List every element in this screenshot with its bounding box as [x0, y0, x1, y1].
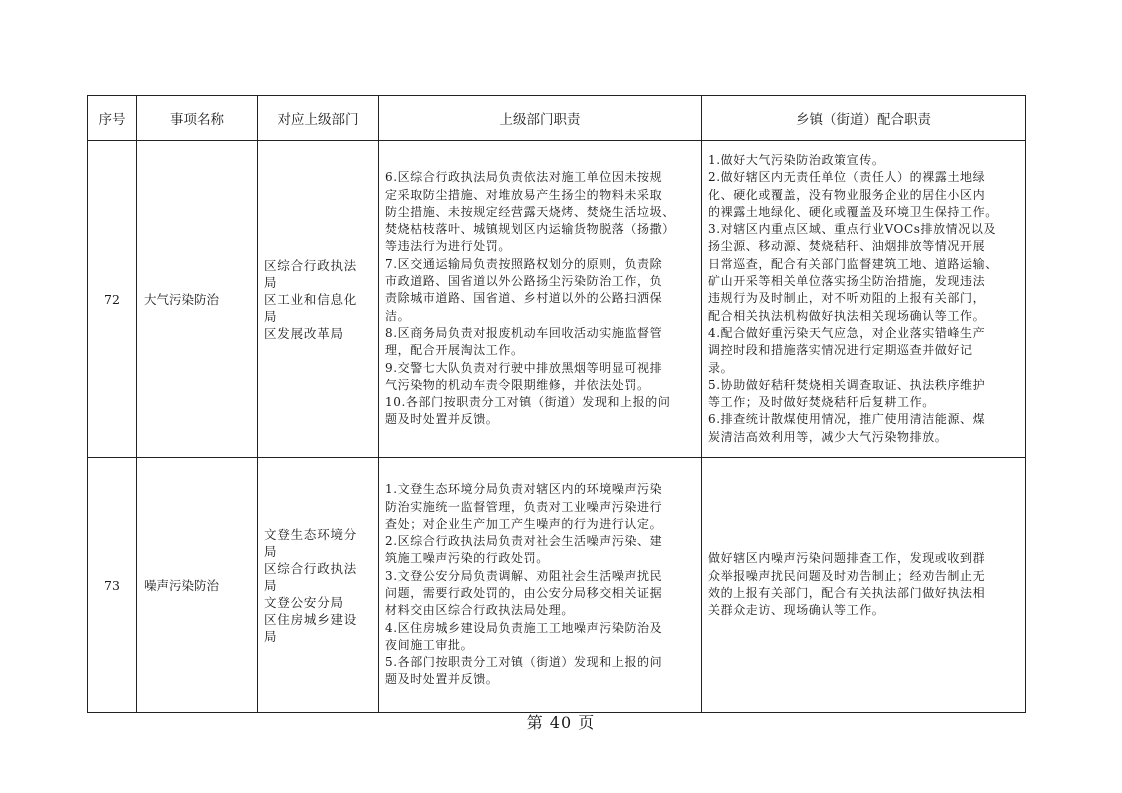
text-line: 局 [264, 628, 278, 644]
text-line: 区住房城乡建设 [264, 611, 358, 627]
text-line: 违规行为及时制止，对不听劝阻的上报有关部门， [708, 291, 986, 306]
text-line: 2.区综合行政执法局负责对社会生活噪声污染、建 [385, 534, 663, 549]
text-line: 局 [264, 308, 278, 324]
table-row [88, 458, 1026, 713]
text-line: 炭清洁高效利用等，减少大气污染物排放。 [708, 429, 948, 444]
text-line: 市政道路、国省道以外公路扬尘污染防治工作，负 [385, 274, 663, 289]
text-line: 理，配合开展淘汰工作。 [385, 343, 524, 358]
text-line: 9.交警七大队负责对行驶中排放黑烟等明显可视排 [385, 360, 663, 375]
text-line: 6.排查统计散煤使用情况，推广使用清洁能源、煤 [708, 412, 986, 427]
text-line: 文登公安分局 [264, 594, 344, 610]
text-line: 众举报噪声扰民问题及时劝告制止；经劝告制止无 [708, 568, 986, 583]
text-line: 防尘措施、未按规定经营露天烧烤、焚烧生活垃圾、 [385, 204, 675, 219]
text-line: 7.区交通运输局负责按照路权划分的原则，负责除 [385, 256, 663, 271]
text-line: 题及时处置并反馈。 [385, 412, 499, 427]
row-upper-duties [379, 458, 702, 713]
text-line: 5.各部门按职责分工对镇（街道）发现和上报的问 [385, 655, 663, 670]
header-item-name: 事项名称 [137, 96, 258, 141]
text-line: 定采取防尘措施、对堆放易产生扬尘的物料未采取 [385, 187, 663, 202]
text-line: 筑施工噪声污染的行政处罚。 [385, 551, 549, 566]
row-item-name: 大气污染防治 [137, 141, 258, 458]
header-serial: 序号 [88, 96, 137, 141]
text-line: 6.区综合行政执法局负责依法对施工单位因未按规 [385, 170, 663, 185]
text-line: 题及时处置并反馈。 [385, 672, 499, 687]
text-line: 局 [264, 543, 278, 559]
text-line: 做好辖区内噪声污染问题排查工作，发现或收到群 [708, 551, 986, 566]
text-line: 调控时段和措施落实情况进行定期巡查并做好记 [708, 343, 973, 358]
text-line: 查处；对企业生产加工产生噪声的行为进行认定。 [385, 516, 663, 531]
text-line: 3.文登公安分局负责调解、劝阻社会生活噪声扰民 [385, 568, 663, 583]
text-line: 区综合行政执法 [264, 560, 358, 576]
text-line: 效的上报有关部门，配合有关执法部门做好执法相 [708, 586, 986, 600]
text-line: 区工业和信息化 [264, 291, 358, 307]
text-line: 4.配合做好重污染天气应急，对企业落实错峰生产 [708, 325, 986, 340]
text-line: 区发展改革局 [264, 325, 344, 341]
text-line: 气污染物的机动车责令限期维修，并依法处罚。 [385, 377, 650, 392]
text-line: 问题，需要行政处罚的，由公安分局移交相关证据 [385, 586, 663, 600]
page-number: 第 40 页 [526, 713, 596, 732]
text-line: 等工作；及时做好焚烧秸秆后复耕工作。 [708, 395, 935, 410]
row-serial: 72 [88, 141, 137, 458]
header-town-duties: 乡镇（街道）配合职责 [702, 96, 1026, 141]
text-line: 洁。 [385, 308, 411, 323]
text-line: 扬尘源、移动源、焚烧秸秆、油烟排放等情况开展 [708, 239, 986, 254]
text-line: 关群众走访、现场确认等工作。 [708, 603, 885, 618]
text-line: 局 [264, 274, 278, 290]
text-line: 责除城市道路、国省道、乡村道以外的公路扫洒保 [385, 291, 663, 306]
text-line: 2.做好辖区内无责任单位（责任人）的裸露土地绿 [708, 170, 986, 185]
header-upper-duties: 上级部门职责 [379, 96, 702, 141]
text-line: 的裸露土地绿化、硬化或覆盖及环境卫生保持工作。 [708, 204, 998, 219]
text-line: 录。 [708, 360, 734, 375]
text-line: 矿山开采等相关单位落实扬尘防治措施，发现违法 [708, 274, 986, 289]
text-line: 8.区商务局负责对报废机动车回收活动实施监督管 [385, 325, 663, 340]
row-town-duties [702, 141, 1026, 458]
text-line: 4.区住房城乡建设局负责施工工地噪声污染防治及 [385, 620, 663, 635]
text-line: 5.协助做好秸秆焚烧相关调查取证、执法秩序维护 [708, 377, 986, 392]
row-town-duties [702, 458, 1026, 713]
duties-table [87, 95, 1026, 713]
text-line: 1.做好大气污染防治政策宣传。 [708, 152, 885, 167]
text-line: 配合相关执法机构做好执法相关现场确认等工作。 [708, 308, 986, 323]
text-line: 化、硬化或覆盖，没有物业服务企业的居住小区内 [708, 187, 986, 202]
text-line: 1.文登生态环境分局负责对辖区内的环境噪声污染 [385, 482, 663, 497]
row-upper-duties [379, 141, 702, 458]
table-row [88, 141, 1026, 458]
text-line: 等违法行为进行处罚。 [385, 239, 512, 254]
text-line: 局 [264, 577, 278, 593]
text-line: 焚烧枯枝落叶、城镇规划区内运输货物脱落（扬撒） [385, 222, 675, 237]
text-line: 防治实施统一监督管理，负责对工业噪声污染进行 [385, 499, 663, 514]
text-line: 材料交由区综合行政执法局处理。 [385, 603, 575, 618]
row-serial: 73 [88, 458, 137, 713]
row-departments [258, 458, 379, 713]
row-item-name: 噪声污染防治 [137, 458, 258, 713]
text-line: 区综合行政执法 [264, 257, 358, 273]
row-departments [258, 141, 379, 458]
text-line: 日常巡查，配合有关部门监督建筑工地、道路运输、 [708, 256, 998, 271]
header-upper-dept: 对应上级部门 [258, 96, 379, 141]
text-line: 3.对辖区内重点区域、重点行业VOCs排放情况以及 [708, 222, 997, 237]
header-row [88, 96, 1026, 141]
text-line: 夜间施工审批。 [385, 637, 474, 652]
text-line: 文登生态环境分 [264, 526, 358, 542]
text-line: 10.各部门按职责分工对镇（街道）发现和上报的问 [385, 395, 671, 410]
